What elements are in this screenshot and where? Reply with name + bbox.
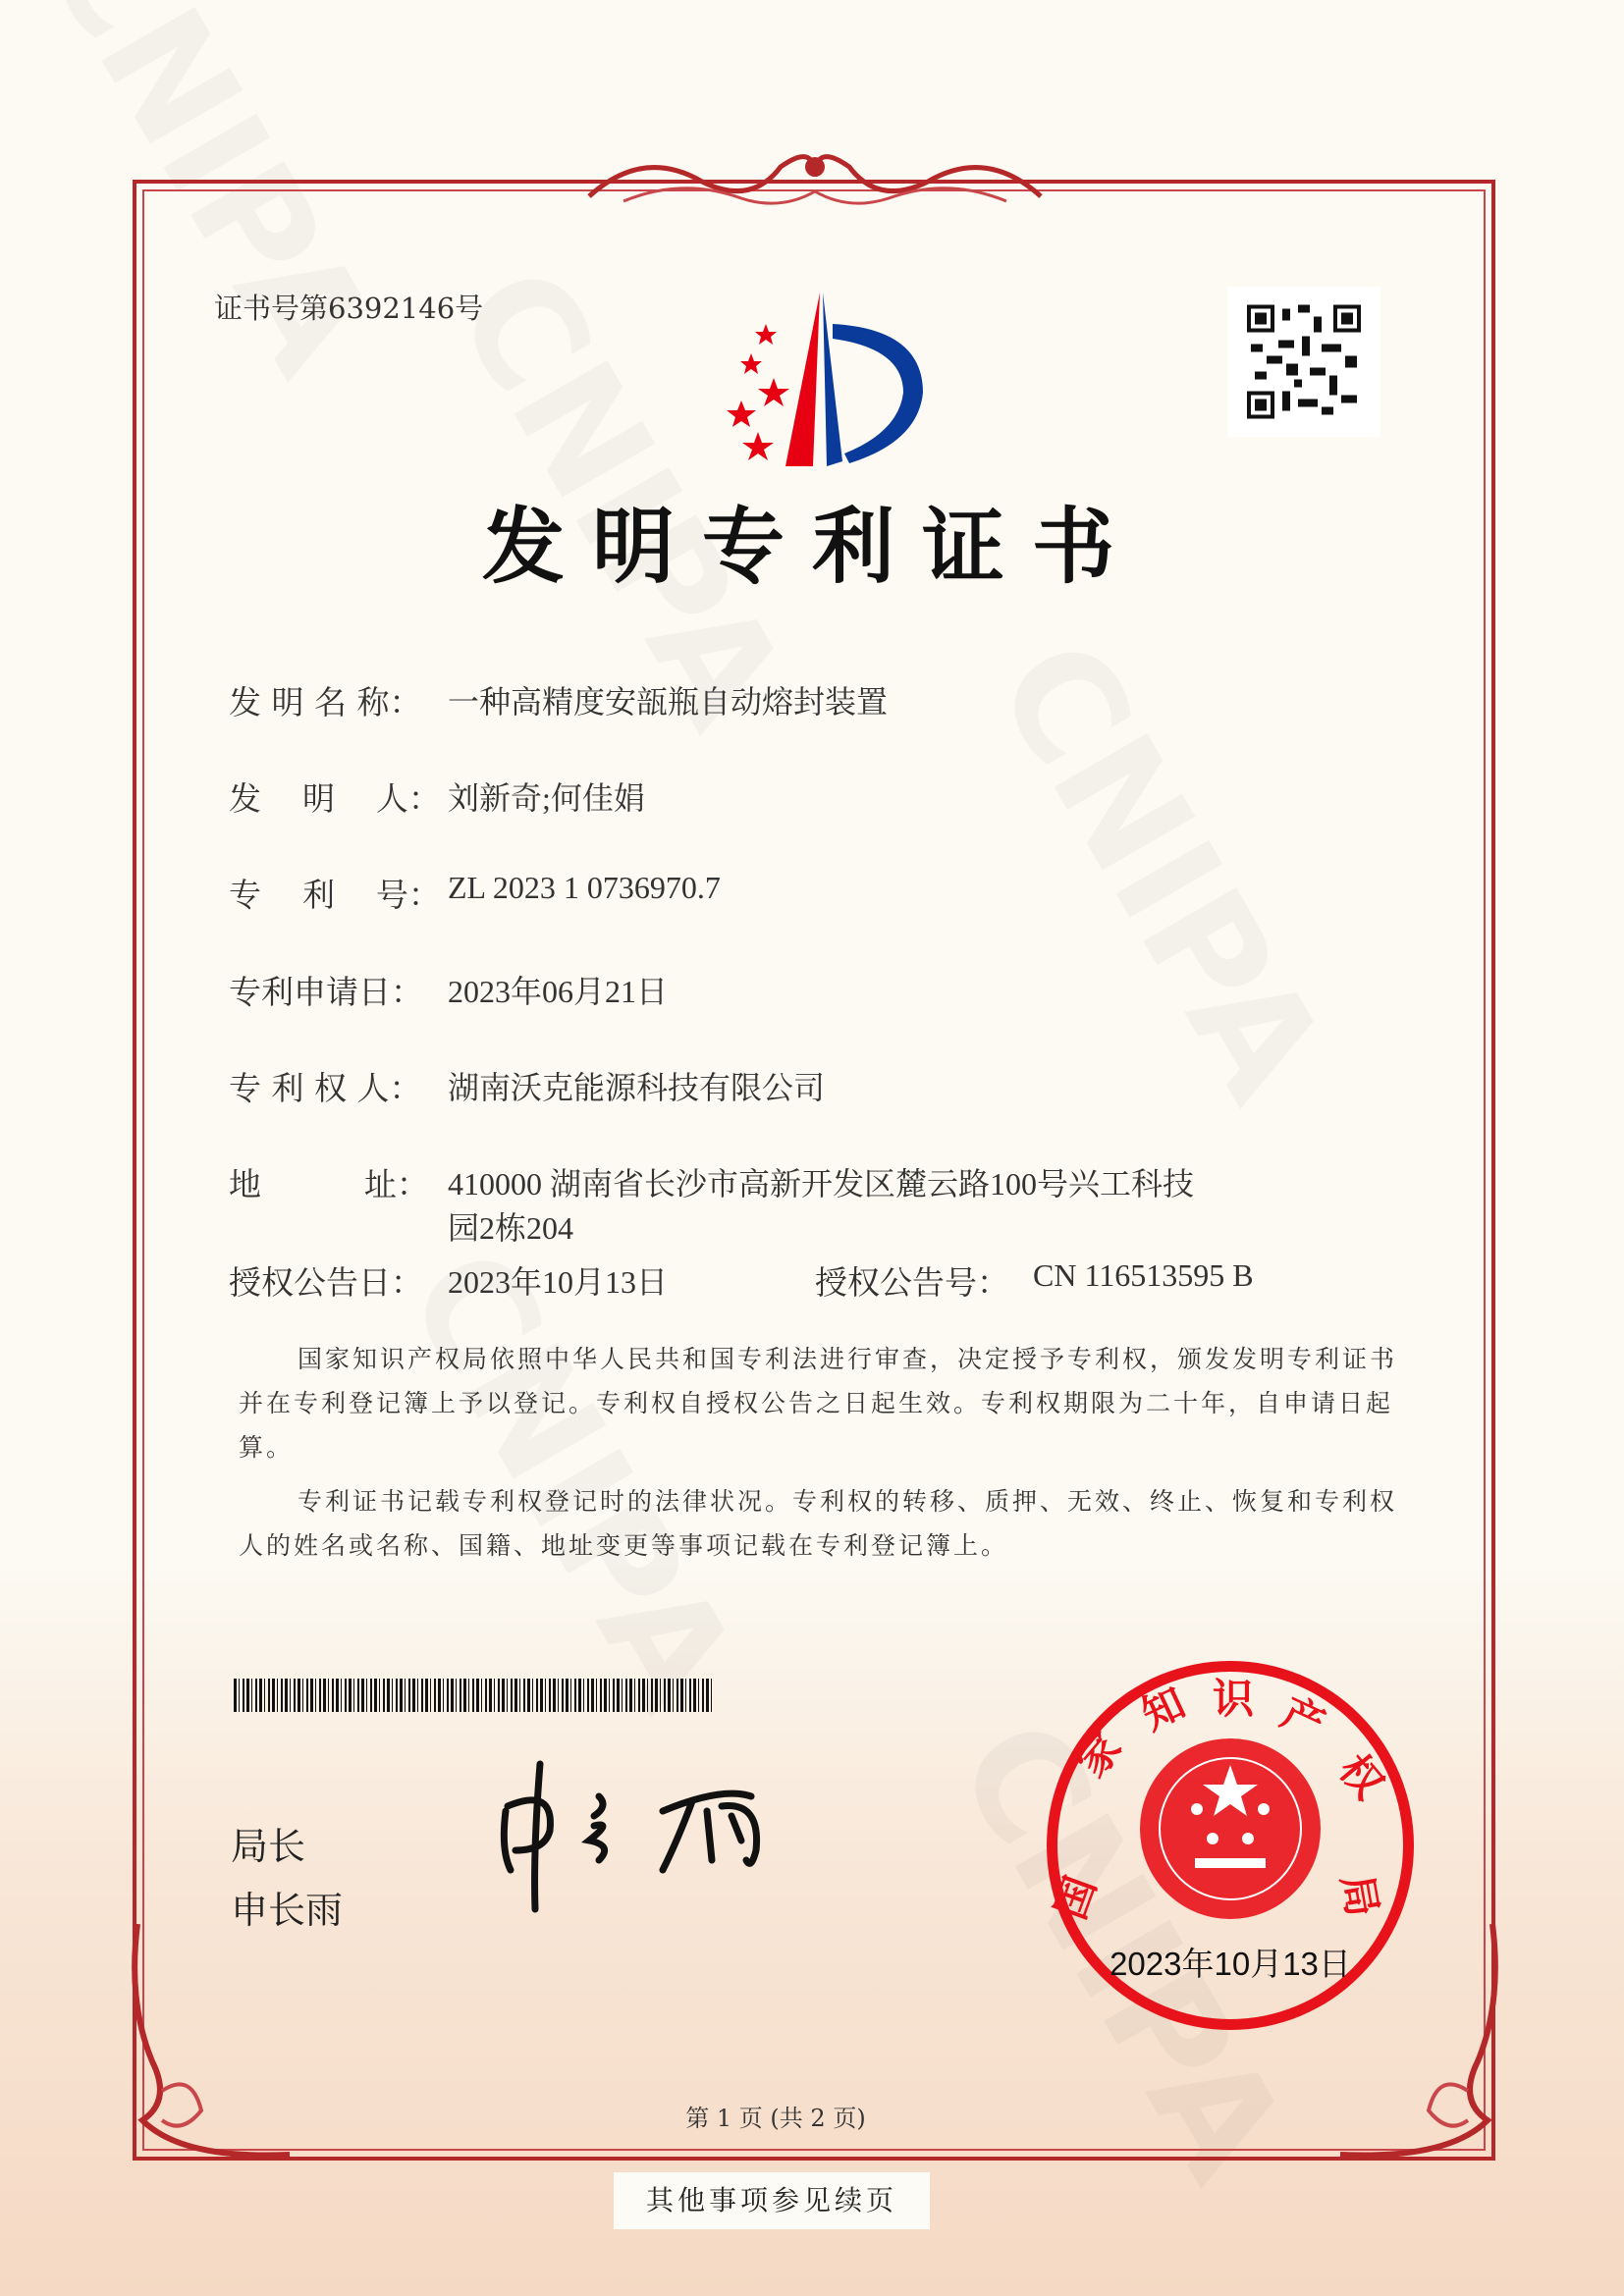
field-label-filing-date: 专利申请日： — [229, 973, 423, 1011]
statement-paragraph: 专利证书记载专利权登记时的法律状况。专利权的转移、质押、无效、终止、恢复和专利权人的姓名或名称、国籍、地址变更等事项记载在专利登记簿上。 — [239, 1487, 1398, 1560]
field-value-filing-date: 2023年06月21日 — [448, 974, 669, 1009]
field-label-patent-number: 专 利 号： — [229, 876, 441, 914]
svg-text:权: 权 — [1329, 1744, 1393, 1808]
field-value-address-line2: 园2栋204 — [448, 1210, 574, 1246]
field-label-address: 地 址： — [229, 1165, 429, 1203]
field-label-patentee: 专 利 权 人： — [229, 1069, 422, 1107]
field-value-invention-name: 一种高精度安瓿瓶自动熔封装置 — [448, 684, 889, 720]
statement-paragraph: 国家知识产权局依照中华人民共和国专利法进行审查，决定授予专利权，颁发发明专利证书并在专利登记簿上予以登记。专利权自授权公告之日起生效。专利权期限为二十年，自申请日起算。 — [239, 1345, 1398, 1462]
svg-text:国: 国 — [1046, 1870, 1106, 1926]
director-signature — [496, 1762, 839, 1934]
director-title: 局长 — [231, 1825, 306, 1868]
seal-date: 2023年10月13日 — [1110, 1946, 1351, 1982]
field-value-inventors: 刘新奇;何佳娟 — [448, 780, 645, 816]
barcode — [234, 1679, 715, 1712]
certificate-number: 证书号第6392146号 — [214, 292, 484, 325]
qr-code[interactable] — [1227, 287, 1380, 437]
field-value-grant-number: CN 116513595 B — [1033, 1257, 1254, 1293]
continuation-note: 其他事项参见续页 — [614, 2172, 930, 2229]
svg-text:知: 知 — [1134, 1678, 1193, 1740]
field-value-patentee: 湖南沃克能源科技有限公司 — [448, 1070, 826, 1105]
field-label-invention-name: 发 明 名 称： — [229, 683, 422, 721]
svg-text:家: 家 — [1067, 1723, 1131, 1787]
top-ornament — [584, 137, 1046, 221]
field-label-grant-date: 授权公告日： — [229, 1263, 423, 1302]
svg-text:产: 产 — [1273, 1687, 1332, 1749]
field-label-inventors: 发 明 人： — [229, 779, 441, 818]
svg-text:局: 局 — [1332, 1871, 1387, 1921]
legal-statement — [239, 1337, 1422, 1577]
certificate-title: 发明专利证书 — [481, 498, 1142, 595]
qr-code-icon — [1247, 302, 1361, 421]
field-value-address: 410000 湖南省长沙市高新开发区麓云路100号兴工科技 — [448, 1166, 1195, 1201]
page-indicator: 第 1 页 (共 2 页) — [685, 2105, 866, 2132]
field-value-grant-date: 2023年10月13日 — [448, 1264, 669, 1300]
director-name: 申长雨 — [231, 1889, 344, 1932]
cnipa-logo — [687, 285, 943, 471]
svg-text:识: 识 — [1213, 1675, 1255, 1723]
field-value-patent-number: ZL 2023 1 0736970.7 — [448, 870, 721, 905]
field-label-grant-number: 授权公告号： — [815, 1263, 1009, 1302]
